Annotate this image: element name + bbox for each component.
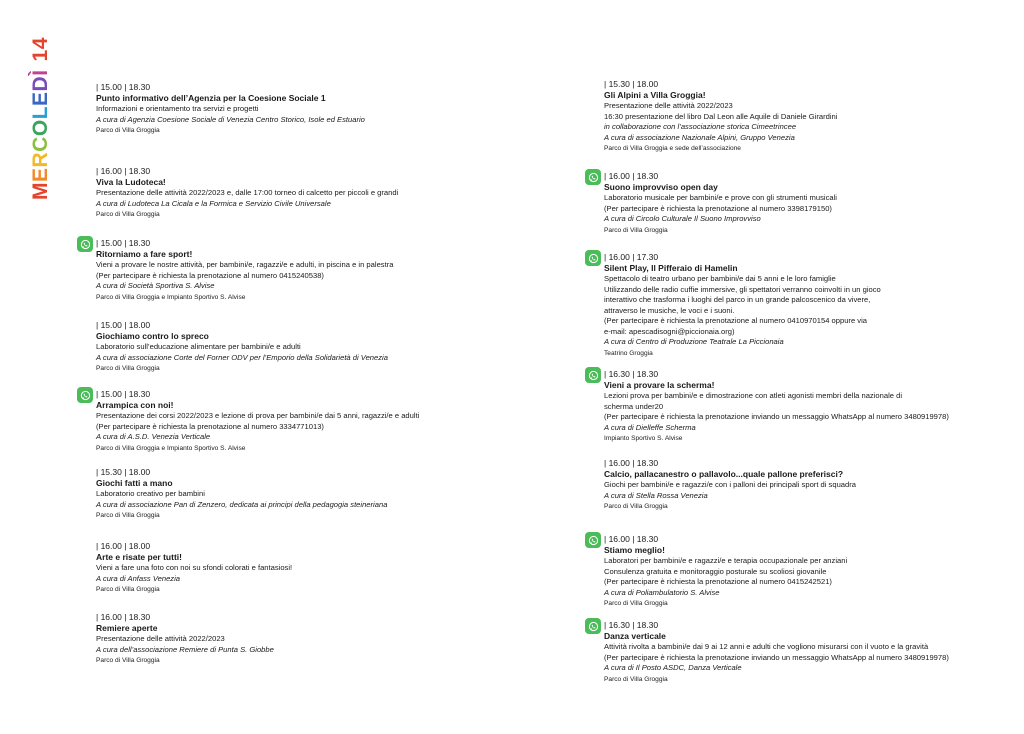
event-title: Arte e risate per tutti! xyxy=(96,552,182,562)
event-title: Stiamo meglio! xyxy=(604,545,665,555)
event-description: (Per partecipare è richiesta la prenotazione al numero 0410970154 oppure via xyxy=(604,316,867,325)
event-description: Giochi per bambini/e e ragazzi/e con i palloni dei principali sport di squadra xyxy=(604,480,856,489)
event-description: attraverso le musiche, le voci e i suoni. xyxy=(604,305,735,315)
day-letter: O xyxy=(29,119,52,137)
event-title: Gli Alpini a Villa Groggia! xyxy=(604,90,706,100)
whatsapp-icon xyxy=(585,367,601,383)
event-time: | 16.30 | 18.30 xyxy=(604,369,659,379)
event-title: Suono improvviso open day xyxy=(604,182,718,192)
event-entry xyxy=(604,369,1024,444)
event-organizer: A cura di Ludoteca La Cicala e la Formica e Servizio Civile Universale xyxy=(96,198,331,208)
event-time: | 15.30 | 18.00 xyxy=(96,467,151,477)
day-letter: M xyxy=(29,182,52,200)
day-letter: L xyxy=(29,105,52,120)
event-description: Presentazione dei corsi 2022/2023 e lezione di prova per bambini/e dai 5 anni, ragazzi/e e adulti xyxy=(96,411,420,420)
event-description: 16:30 presentazione del libro Dal Leon alle Aquile di Daniele Girardini xyxy=(604,111,838,121)
page-title xyxy=(30,37,51,200)
event-description: Informazioni e orientamento tra servizi e progetti xyxy=(96,104,259,113)
event-organizer: A cura di associazione Pan di Zenzero, dedicata ai principi della pedagogia steineriana xyxy=(96,499,388,509)
whatsapp-icon xyxy=(585,532,601,548)
event-time: | 16.00 | 18.30 xyxy=(96,166,151,176)
whatsapp-icon xyxy=(77,387,93,403)
event-location: Teatrino Groggia xyxy=(604,349,653,357)
event-organizer: A cura di Agenzia Coesione Sociale di Venezia Centro Storico, Isole ed Estuario xyxy=(96,114,365,124)
event-description: interattivo che trasforma i luoghi del parco in un grande palcoscenico da vivere, xyxy=(604,295,871,304)
event-title: Punto informativo dell’Agenzia per la Coesione Sociale 1 xyxy=(96,93,326,103)
event-title: Giochiamo contro lo spreco xyxy=(96,331,209,341)
event-entry xyxy=(96,467,536,521)
event-organizer: A cura dell’associazione Remiere di Punta S. Giobbe xyxy=(96,644,274,654)
event-description: Lezioni prova per bambini/e e dimostrazione con atleti agonisti membri della nazionale di xyxy=(604,391,903,400)
event-organizer: A cura di Il Posto ASDC, Danza Verticale xyxy=(604,663,742,672)
event-time: | 16.00 | 18.30 xyxy=(604,534,659,544)
event-description: (Per partecipare è richiesta la prenotazione al numero 3334771013) xyxy=(96,421,324,431)
event-entry xyxy=(96,82,536,136)
event-location: Parco di Villa Groggia xyxy=(604,503,668,510)
event-title: Viva la Ludoteca! xyxy=(96,177,166,187)
event-title: Giochi fatti a mano xyxy=(96,478,173,488)
event-entry xyxy=(96,238,536,303)
event-description: (Per partecipare è richiesta la prenotazione al numero 0415242521) xyxy=(604,577,832,586)
event-location: Parco di Villa Groggia xyxy=(604,226,668,234)
event-organizer: A cura di Poliambulatorio S. Alvise xyxy=(604,587,720,597)
event-location: Parco di Villa Groggia xyxy=(96,211,160,218)
event-entry xyxy=(604,252,1024,359)
event-location: Parco di Villa Groggia xyxy=(96,657,160,664)
event-entry xyxy=(96,612,536,666)
event-location: Parco di Villa Groggia e Impianto Sportivo S. Alvise xyxy=(96,444,246,452)
event-organizer: in collaborazione con l’associazione storica Cimeetrincee xyxy=(604,122,797,131)
event-time: | 16.30 | 18.30 xyxy=(604,620,659,630)
event-time: | 16.00 | 18.30 xyxy=(604,458,659,468)
event-description: Utilizzando delle radio cuffie immersive, gli spettatori verranno coinvolti in un gioco xyxy=(604,284,881,294)
event-entry xyxy=(96,541,536,595)
event-description: Attività rivolta a bambini/e dai 9 ai 12 anni e adulti che vogliono misurarsi con il vuoto e la gravità xyxy=(604,642,929,651)
event-organizer: A cura di Circolo Culturale Il Suono Improvviso xyxy=(604,214,761,223)
event-organizer: A cura di Centro di Produzione Teatrale La Piccionaia xyxy=(604,337,784,346)
event-time: | 16.00 | 17.30 xyxy=(604,252,659,262)
event-entry xyxy=(604,534,1024,609)
event-description: Presentazione delle attività 2022/2023 e, dalle 17:00 torneo di calcetto per piccoli e grandi xyxy=(96,188,399,197)
event-location: Parco di Villa Groggia xyxy=(604,600,668,607)
event-time: | 15.00 | 18.00 xyxy=(96,320,151,330)
event-location: Impianto Sportivo S. Alvise xyxy=(604,435,683,442)
event-description: Laboratorio sull’educazione alimentare per bambini/e e adulti xyxy=(96,342,301,351)
event-description: e-mail: apescadisogni@piccionaia.org) xyxy=(604,326,735,336)
event-description: Laboratorio creativo per bambini xyxy=(96,489,205,498)
event-description: (Per partecipare è richiesta la prenotazione inviando un messaggio WhatsApp al numero 3480919978) xyxy=(604,412,949,421)
event-organizer: A cura di Stella Rossa Venezia xyxy=(604,490,708,500)
whatsapp-icon xyxy=(585,618,601,634)
event-time: | 15.00 | 18.30 xyxy=(96,238,151,248)
event-location: Parco di Villa Groggia xyxy=(96,127,160,134)
event-time: | 15.30 | 18.00 xyxy=(604,79,659,89)
event-entry xyxy=(96,166,536,220)
event-time: | 16.00 | 18.30 xyxy=(96,612,151,622)
day-letter: E xyxy=(29,167,52,182)
event-time: | 15.00 | 18.30 xyxy=(96,82,151,92)
event-organizer: A cura di associazione Nazionale Alpini, Gruppo Venezia xyxy=(604,132,795,142)
day-letter: C xyxy=(29,136,52,152)
day-letter: E xyxy=(29,91,52,106)
event-description: Consulenza gratuita e monitoraggio posturale su scoliosi giovanile xyxy=(604,566,827,576)
event-title: Silent Play, Il Pifferaio di Hamelin xyxy=(604,263,738,273)
event-time: | 16.00 | 18.00 xyxy=(96,541,151,551)
event-description: Laboratorio musicale per bambini/e e prove con gli strumenti musicali xyxy=(604,193,837,202)
event-entry xyxy=(604,171,1024,236)
whatsapp-icon xyxy=(77,236,93,252)
event-title: Danza verticale xyxy=(604,631,666,641)
event-title: Arrampica con noi! xyxy=(96,400,174,410)
event-title: Calcio, pallacanestro o pallavolo...quale pallone preferisci? xyxy=(604,469,844,479)
event-description: Vieni a provare le nostre attività, per bambini/e, ragazzi/e e adulti, in piscina e in palestra xyxy=(96,260,394,269)
event-location: Parco di Villa Groggia xyxy=(96,512,160,519)
event-title: Remiere aperte xyxy=(96,623,158,633)
event-description: (Per partecipare è richiesta la prenotazione inviando un messaggio WhatsApp al numero 3480919978) xyxy=(604,652,949,662)
event-title: Ritorniamo a fare sport! xyxy=(96,249,193,259)
event-description: scherma under20 xyxy=(604,401,664,411)
day-number: 14 xyxy=(29,37,52,62)
event-description: (Per partecipare è richiesta la prenotazione al numero 0415240538) xyxy=(96,270,324,280)
event-entry xyxy=(96,389,536,454)
event-entry xyxy=(604,458,1024,512)
event-location: Parco di Villa Groggia e Impianto Sportivo S. Alvise xyxy=(96,293,246,301)
event-organizer: A cura di A.S.D. Venezia Verticale xyxy=(96,432,211,441)
event-location: Parco di Villa Groggia xyxy=(604,675,668,683)
event-organizer: A cura di Società Sportiva S. Alvise xyxy=(96,281,215,290)
event-title: Vieni a provare la scherma! xyxy=(604,380,715,390)
event-location: Parco di Villa Groggia xyxy=(96,586,160,593)
event-time: | 15.00 | 18.30 xyxy=(96,389,151,399)
whatsapp-icon xyxy=(585,250,601,266)
event-location: Parco di Villa Groggia xyxy=(96,365,160,372)
event-description: Vieni a fare una foto con noi su sfondi colorati e fantasiosi! xyxy=(96,563,293,572)
event-description: Presentazione delle attività 2022/2023 xyxy=(604,101,733,110)
event-time: | 16.00 | 18.30 xyxy=(604,171,659,181)
day-letter: R xyxy=(29,151,52,168)
event-organizer: A cura di Anfass Venezia xyxy=(96,573,180,583)
event-description: Laboratori per bambini/e e ragazzi/e e terapia occupazionale per anziani xyxy=(604,556,848,565)
event-organizer: A cura di Dielleffe Scherma xyxy=(604,422,696,432)
event-description: Presentazione delle attività 2022/2023 xyxy=(96,634,225,643)
event-organizer: A cura di associazione Corte del Forner ODV per l’Emporio della Solidarietà di Venezia xyxy=(96,352,388,362)
event-location: Parco di Villa Groggia e sede dell’associazione xyxy=(604,145,741,152)
day-letter: Ì xyxy=(29,69,52,76)
event-entry xyxy=(604,79,1024,154)
event-description: Spettacolo di teatro urbano per bambini/e dai 5 anni e le loro famiglie xyxy=(604,274,836,283)
event-entry xyxy=(96,320,536,374)
event-entry xyxy=(604,620,1024,685)
day-name xyxy=(29,69,52,200)
day-letter: D xyxy=(29,75,52,92)
event-description: (Per partecipare è richiesta la prenotazione al numero 3398179150) xyxy=(604,203,832,213)
whatsapp-icon xyxy=(585,169,601,185)
